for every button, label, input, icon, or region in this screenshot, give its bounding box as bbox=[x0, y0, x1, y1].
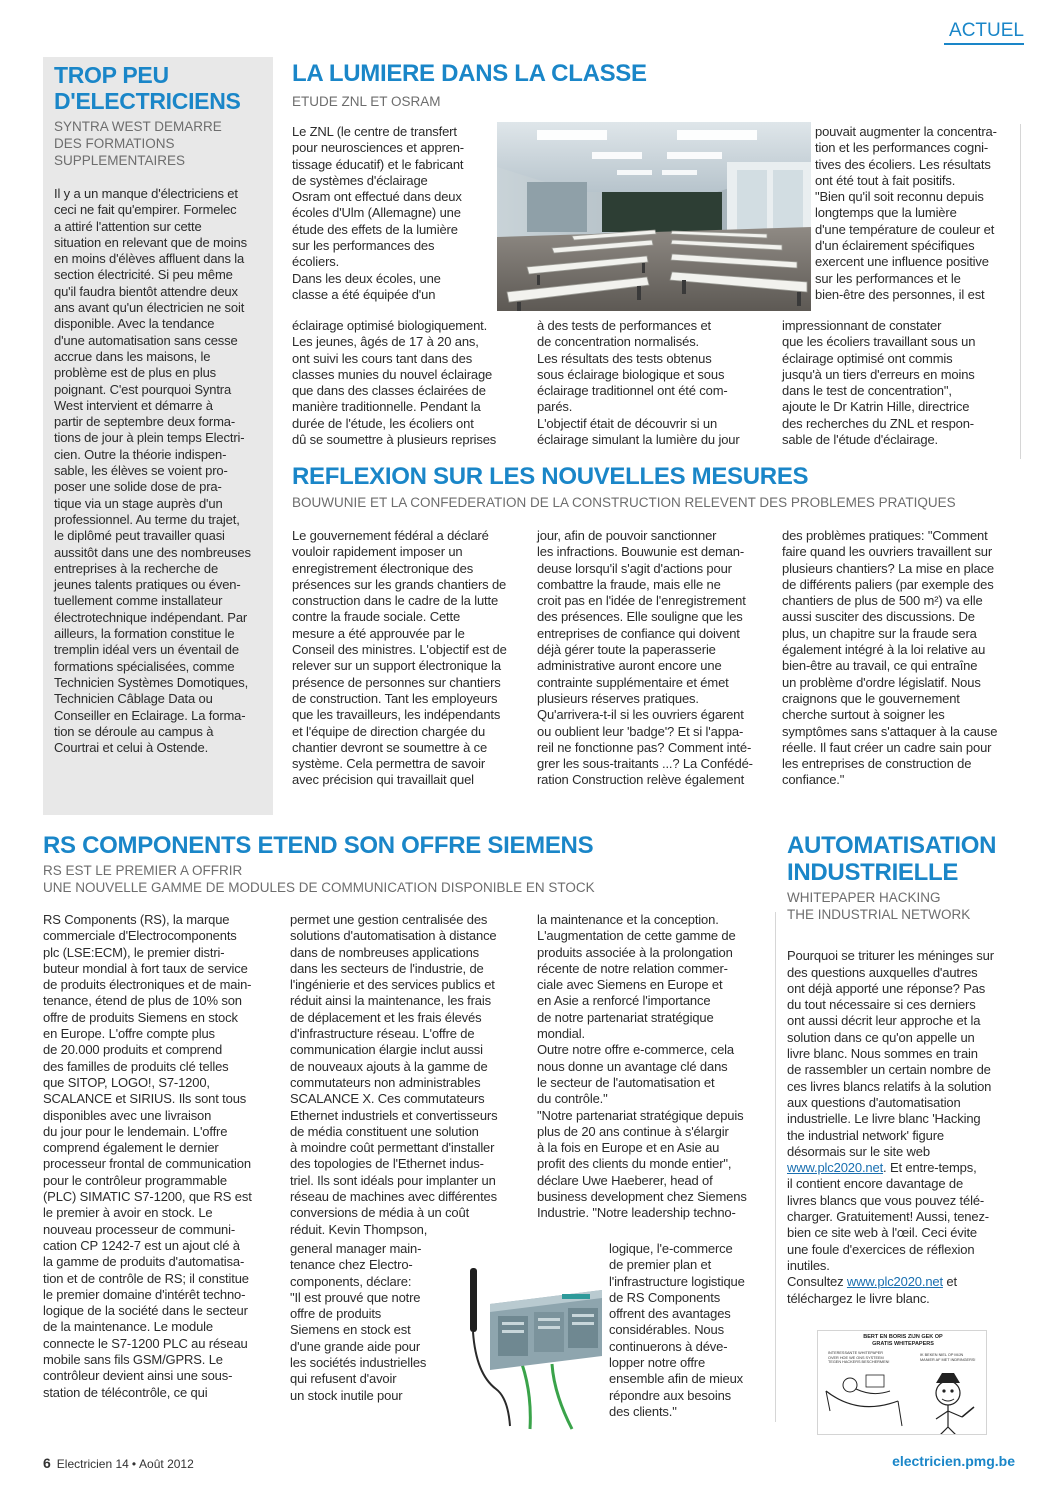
cartoon-note-right: IK BEKEN NIEL OP MIJN MANIER AF MET INDRINGERS! bbox=[920, 1353, 976, 1362]
rs-col2a: permet une gestion centralisée des solutions d'automatisation à distance dans de nombreuses applications dans les secteurs de l'industrie, de l'ingénierie et des services publics et réduit ainsi la maintenance, les frais de déplacement et les frais élevés d'infrastructure réseau. L'offre de communication élargie inclut aussi de nouveaux ajouts à la gamme de commutateurs non administrables SCALANCE X. Ces commutateurs Ethernet industriels et convertisseurs de média constituent une solution à moindre coût permettant d'installer des topologies de l'Ethernet indus- triel. Ils sont idéals pour implanter un réseau de machines avec différentes conversions de média à un coût réduit. Kevin Thompson, bbox=[290, 912, 498, 1237]
light-col1b: éclairage optimisé biologiquement. Les jeunes, âgés de 17 à 20 ans, ont suivi les cours tant dans des classes munies du nouvel éclairage que dans des classes éclairées de manière traditionnelle. Pendant la durée de l'étude, les écoliers ont dû se soumettre à plusieurs reprises bbox=[292, 318, 497, 448]
issue-date: Août 2012 bbox=[139, 1457, 194, 1471]
plc2020-link-2[interactable]: www.plc2020.net bbox=[846, 1274, 943, 1290]
rs-col2b: general manager main- tenance chez Electro- components, déclare: "Il est prouvé que notre offre de produits Siemens en stock est d'une grande aide pour les sociétés industrielles qui refusent d'avoir un stock inutile pour bbox=[290, 1241, 427, 1403]
cartoon-drawing bbox=[818, 1331, 987, 1435]
column-divider-2 bbox=[775, 912, 776, 1422]
auto-body-3-pre: Consultez bbox=[787, 1274, 847, 1290]
light-col3a: pouvait augmenter la concentra- tion et les performances cogni- tives des écoliers. Les résultats ont été tout à fait positifs. "Bien qu'il soit reconnu depuis longtemps que la lumière d'une température de couleur et d'un éclairement spécifiques exercent une influence positive sur les performances et le bien-être des personnes, il est bbox=[815, 124, 997, 302]
reflexion-title: REFLEXION SUR LES NOUVELLES MESURES bbox=[292, 463, 809, 490]
auto-body-2: . Et entre-temps, il contient encore davantage de livres blancs que vous pouvez télé- charger. Gratuitement! Aussi, tenez- bien ce site web à l'œil. Ceci évite une foule d'exercices de réflexion inutiles. bbox=[787, 1160, 989, 1273]
light-subtitle: ETUDE ZNL ET OSRAM bbox=[292, 94, 441, 109]
light-col3b: impressionnant de constater que les écoliers travaillant sous un éclairage optimisé ont commis jusqu'à un tiers d'erreurs en moins dans le test de concentration", ajoute le Dr Katrin Hille, directrice des recherches du ZNL et respon- sable de l'étude d'éclairage. bbox=[782, 318, 976, 448]
rs-col3a: la maintenance et la conception. L'augmentation de cette gamme de produits associée à la prolongation récente de notre relation commer- ciale avec Siemens en Europe et en Asie a renforcé l'importance de notre partenariat stratégique mondial. Outre notre offre e-commerce, cela nous donne un avantage clé dans le secteur de l'automatisation et du contrôle." "Notre partenariat stratégique depuis plus de 20 ans continue à s'élargir à la fois en Europe et en Asie au profit des clients du monde entier", déclare Uwe Haeberer, head of business development chez Siemens Industrie. "Notre leadership techno- bbox=[537, 912, 747, 1221]
cartoon bbox=[817, 1330, 987, 1435]
plc2020-link-1[interactable]: www.plc2020.net bbox=[787, 1160, 884, 1176]
sidebar-body: Il y a un manque d'électriciens et ceci ne fait qu'empirer. Formelec a attiré l'attention sur cette situation en relevant que de moins en moins d'élèves affluent dans la section électricité. Si peu même qu'il faudra bientôt attendre deux ans avant qu'un électricien ne soit disponible. Avec la tendance d'une automatisation sans cesse accrue dans les maisons, le problème est de plus en plus poignant. C'est pourquoi Syntra West intervient et démarre à partir de septembre deux forma- tions de jour à plein temps Electri- cien. Outre la théorie indispen- sable, les élèves se voient pro- poser une solide dose de pra- tique via un stage auprès d'un professionnel. Au terme du trajet, le diplômé peut travailler quasi aussitôt dans une des nombreuses entreprises à la recherche de jeunes talents pratiques ou éven- tuellement comme installateur électrotechnique indépendant. Par ailleurs, la formation constitue le tremplin idéal vers un éventail de formations spécialisées, comme Technicien Systèmes Domotiques, Technicien Câblage Data ou Conseiller en Eclairage. La forma- tion se déroule au campus à Courtrai et celui à Ostende. bbox=[54, 186, 251, 756]
sidebar-title: TROP PEU D'ELECTRICIENS bbox=[54, 62, 241, 114]
auto-body-3-post: et téléchargez le livre blanc. bbox=[787, 1274, 957, 1306]
light-col2: à des tests de performances et de concentration normalisés. Les résultats des tests obtenus sous éclairage biologique et sous éclairage traditionnel ont été com- parés. L'objectif était de découvrir si un éclairage simulant la lumière du jour bbox=[537, 318, 740, 448]
footer-bullet: • bbox=[131, 1457, 137, 1471]
classroom-photo-image bbox=[497, 122, 811, 311]
reflexion-col3: des problèmes pratiques: "Comment faire quand les ouvriers travaillent sur plusieurs chantiers? La mise en place de différents paliers (par exemple des chantiers de plus de 500 m²) va elle aussi susciter des discussions. De plus, un chapitre sur la fraude sera également intégré à la loi relative au bien-être au travail, ce qui entraîne un problème d'ordre législatif. Nous craignons que le gouvernement cherche surtout à soigner les symptômes sans s'attaquer à la cause réelle. Il faut créer un cadre sain pour les entreprises de construction de confiance." bbox=[782, 528, 998, 788]
plc-module-image bbox=[462, 1264, 606, 1432]
reflexion-subtitle: BOUWUNIE ET LA CONFEDERATION DE LA CONSTRUCTION RELEVENT DES PROBLEMES PRATIQUES bbox=[292, 495, 956, 510]
auto-subtitle: WHITEPAPER HACKING THE INDUSTRIAL NETWORK bbox=[787, 890, 971, 922]
rs-title: RS COMPONENTS ETEND SON OFFRE SIEMENS bbox=[43, 832, 594, 859]
reflexion-col2: jour, afin de pouvoir sanctionner les infractions. Bouwunie est deman- deuse lorsqu'il s'agit d'actions pour combattre la fraude, mais elle ne croit pas en l'idée de l'enregistrement des présences. Elle souligne que les entreprises de confiance qui doivent déjà gérer toute la paperasserie administrative auront encore une contrainte supplémentaire et émet plusieurs réserves pratiques. Qu'arrivera-t-il si les ouvriers égarent ou oublient leur 'badge'? Et si l'appa- reil ne fonctionne pas? Comment inté- grer les sous-traitants ...? La Confédé- ration Construction relève également bbox=[537, 528, 753, 788]
page-number: 6 bbox=[43, 1455, 51, 1471]
footer-site[interactable]: electricien.pmg.be bbox=[892, 1453, 1015, 1469]
rs-subtitle: RS EST LE PREMIER A OFFRIR UNE NOUVELLE GAMME DE MODULES DE COMMUNICATION DISPONIBLE EN STOCK bbox=[43, 863, 595, 895]
auto-title: AUTOMATISATION INDUSTRIELLE bbox=[787, 832, 997, 886]
magazine-name: Electricien 14 bbox=[56, 1457, 129, 1471]
footer-left bbox=[43, 1455, 194, 1471]
sidebar-subtitle: SYNTRA WEST DEMARRE DES FORMATIONS SUPPLEMENTAIRES bbox=[54, 119, 222, 168]
auto-body bbox=[787, 932, 1022, 1307]
reflexion-col1: Le gouvernement fédéral a déclaré vouloir rapidement imposer un enregistrement électronique des présences sur les grands chantiers de construction dans le cadre de la lutte contre la fraude sociale. Cette mesure a été approuvée par le Conseil des ministres. L'objectif est de relever sur un support électronique la présence de personnes sur chantiers de construction. Tant les employeurs que les travailleurs, les indépendants et l'équipe de direction chargée du chantier devront se soumettre à ce système. Cela permettra de savoir avec précision qui travaillait quel bbox=[292, 528, 507, 788]
auto-body-1: Pourquoi se triturer les méninges sur des questions auxquelles d'autres ont déjà apporté une réponse? Pas du tout nécessaire si ces derniers ont aussi décrit leur approche et la solution dans ce qu'on appelle un livre blanc. Nous sommes en train de rassembler un certain nombre de ces livres blancs relatifs à la solution aux questions d'automatisation industrielle. Le livre blanc 'Hacking the industrial network' figure désormais sur le site web bbox=[787, 948, 994, 1159]
section-label: ACTUEL bbox=[944, 20, 1024, 45]
rs-col1: RS Components (RS), la marque commerciale d'Electrocomponents plc (LSE:ECM), le premier distri- buteur mondial à fort taux de service de produits électroniques et de main- tenance, étend de plus de 10% son offre de produits Siemens en stock en Europe. L'offre compte plus de 20.000 produits et comprend des familles de produits clé telles que SITOP, LOGO!, S7-1200, SCALANCE et SIRIUS. Ils sont tous disponibles avec une livraison du jour pour le lendemain. L'offre comprend également le dernier processeur frontal de communication pour le contrôleur programmable (PLC) SIMATIC S7-1200, que RS est le premier à avoir en stock. Le nouveau processeur de communi- cation CP 1242-7 est un ajout clé à la gamme de produits d'automatisa- tion et de contrôle de RS; il constitue le premier domaine d'intérêt techno- logique de la société dans le secteur de la maintenance. Le module connecte le S7-1200 PLC au réseau mobile sans fils GSM/GPRS. Le contrôleur devient ainsi une sous- station de télécontrôle, ce qui bbox=[43, 912, 252, 1400]
column-divider bbox=[1020, 124, 1021, 459]
light-col1a: Le ZNL (le centre de transfert pour neurosciences et appren- tissage éducatif) et le fabricant de systèmes d'éclairage Osram ont effectué dans deux écoles d'Ulm (Allemagne) une étude des effets de la lumière sur les performances des écoliers. Dans les deux écoles, une classe a été équipée d'un bbox=[292, 124, 464, 302]
light-title: LA LUMIERE DANS LA CLASSE bbox=[292, 60, 647, 87]
plc-module-photo bbox=[462, 1264, 606, 1432]
rs-col3b: logique, l'e-commerce de premier plan et l'infrastructure logistique de RS Components offrent des avantages considérables. Nous continuerons à déve- lopper notre offre ensemble afin de mieux répondre aux besoins des clients." bbox=[609, 1241, 745, 1419]
cartoon-note-left: INTERESSANTE WHITEPAPER OVER HOE WE ONS SYSTEEM TEGEN HACKERS BESCHERMEN! bbox=[828, 1351, 890, 1365]
classroom-photo bbox=[497, 122, 811, 311]
cartoon-caption: BERT EN BORIS ZIJN GEK OP GRATIS WHITEPAPERS bbox=[863, 1334, 943, 1347]
